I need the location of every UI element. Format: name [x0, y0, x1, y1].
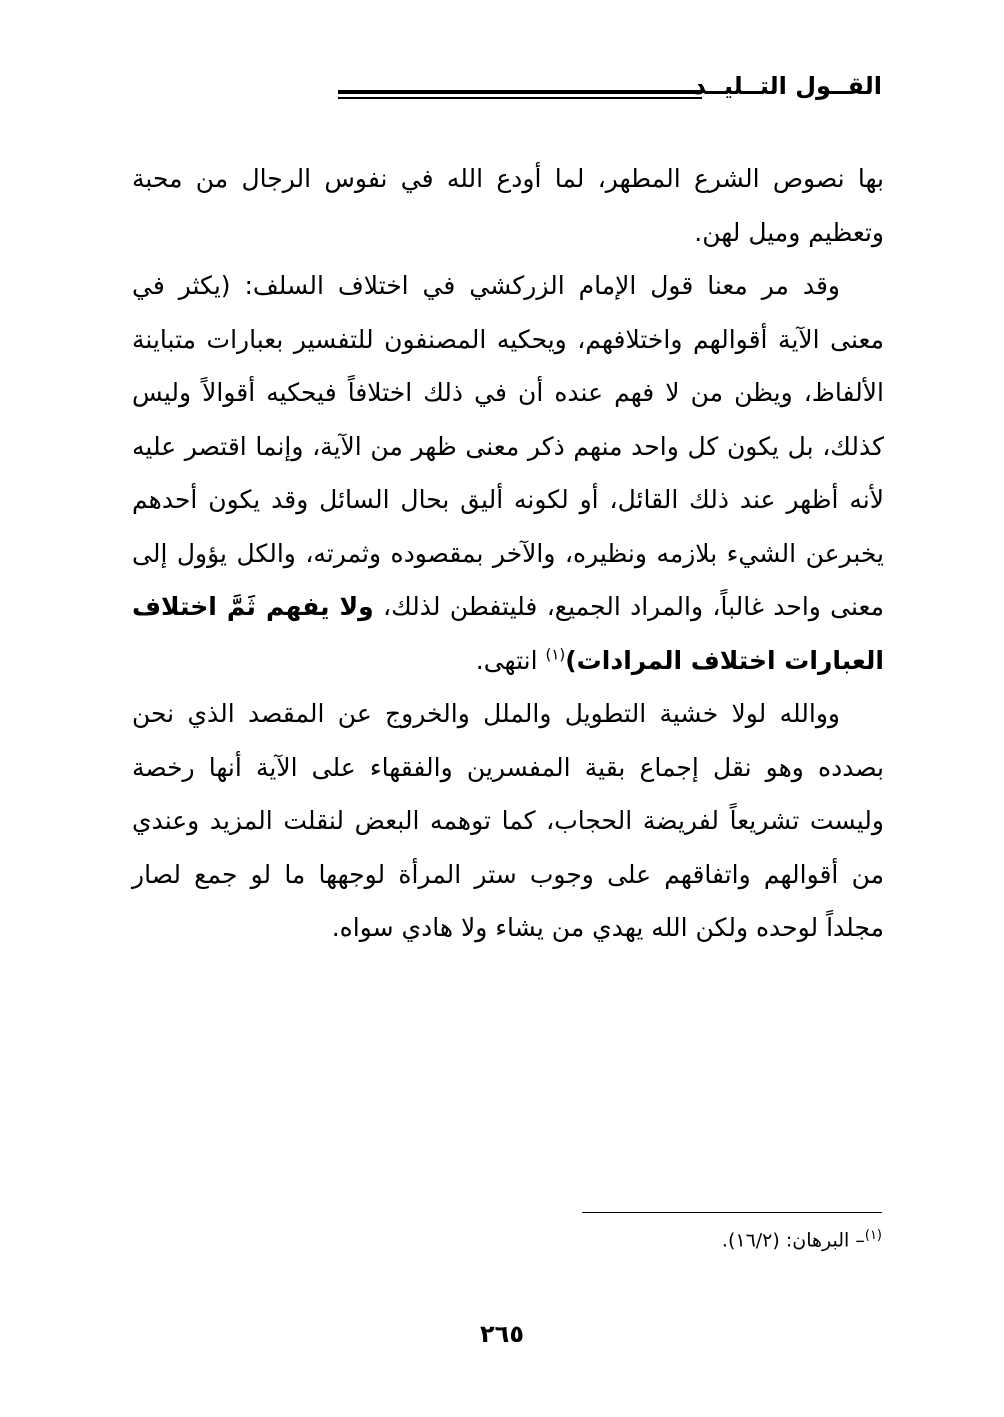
- paragraph-2-main: وقد مر معنا قول الإمام الزركشي في اختلاف السلف: (يكثر في معنى الآية أقوالهم واختلافهم، ويحكيه المصنفون للتفسير بعبارات متباينة الألفاظ، ويظن من لا فهم عنده أن في ذلك اختلافاً فيحكيه أقوالاً وليس كذلك، بل يكون كل واحد منهم ذكر معنى ظهر من الآية، وإنما اقتصر عليه لأنه أظهر عند ذلك القائل، أو لكونه أليق بحال السائل وقد يكون أحدهم يخبرعن الشيء بلازمه ونظيره، والآخر بمقصوده وثمرته، والكل يؤول إلى معنى واحد غالباً، والمراد الجميع، فليتفطن لذلك،: [132, 271, 885, 621]
- paragraph-3: ووالله لولا خشية التطويل والملل والخروج عن المقصد الذي نحن بصدده وهو نقل إجماع بقية المفسرين والفقهاء على الآية أنها رخصة وليست تشريعاً لفريضة الحجاب، كما توهمه البعض لنقلت المزيد وعندي من أقوالهم واتفاقهم على وجوب ستر المرأة لوجهها ما لو جمع لصار مجلداً لوحده ولكن الله يهدي من يشاء ولا هادي سواه.: [132, 699, 884, 942]
- footnote-text: – البرهان: (١٦/٢).: [721, 1229, 865, 1252]
- header-rule-thin: [338, 97, 702, 99]
- paragraph-2-end: انتهى.: [475, 645, 546, 675]
- page-number: ٢٦٥: [480, 1320, 524, 1348]
- paragraph-2: [132, 259, 884, 687]
- header-double-rule: [338, 90, 702, 100]
- footnote-reference: (١): [545, 645, 566, 664]
- paragraph-1: بها نصوص الشرع المطهر، لما أودع الله في نفوس الرجال من محبة وتعظيم وميل لهن.: [132, 164, 884, 247]
- body-text: [132, 152, 884, 955]
- paragraph-2-bold: ولا يفهم ثَمَّ اختلاف العبارات اختلاف المرادات): [132, 592, 884, 675]
- footnote-separator: [582, 1212, 882, 1213]
- footnote-marker: (١): [864, 1228, 882, 1243]
- header-title: القــول التــليــد: [693, 72, 882, 100]
- footnote: [722, 1228, 882, 1251]
- header-rule-thick: [338, 90, 702, 94]
- running-header: [132, 70, 882, 110]
